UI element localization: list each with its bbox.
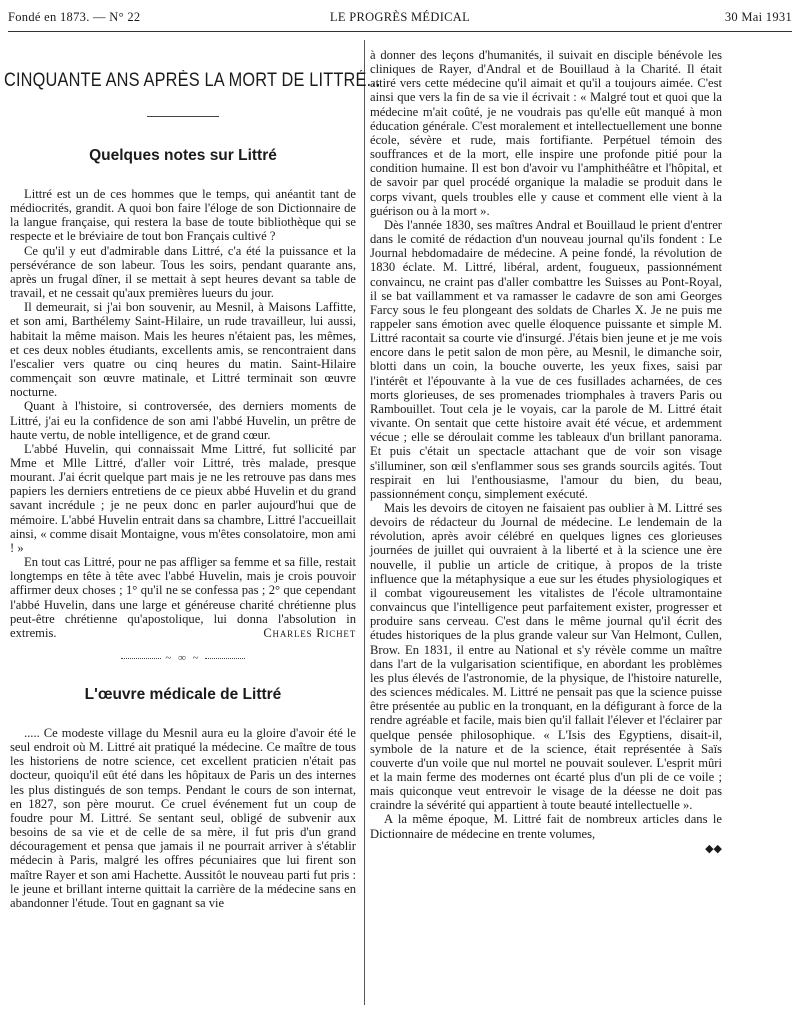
- paragraph: Dès l'année 1830, ses maîtres Andral et Bouillaud le prient d'entrer dans le comité de rédaction d'un nouveau journal qu'ils fondent : Le Journal hebdomadaire de médecine. A peine fondé, la révolution de 1830 éclate. M. Littré, libéral, ardent, fougueux, passionnément convaincu, ne craint pas d'aller combattre les Suisses au Pont-Royal, il se bat vaillamment et va ramasser le cadavre de son ami Georges Farcy sous le feu plongeant des soldats de Charles X. Je ne puis me rappeler sans émotion avec quelle éloquence puissante et simple M. Littré racontait sa courte vie d'insurgé. J'étais bien jeune et je me vois encore dans le petit salon de mon père, au Mesnil, le dimanche soir, blotti dans un coin, la bouche ouverte, les yeux fixes, saisi par l'intérêt et l'épouvante à la vue de ces fusillades acharnées, de ces morts glorieuses, de ses promenades triomphales à travers Paris ou Rambouillet. Tout cela je le voyais, car la parole de M. Littré était vivante. On sentait que cette histoire avait été vécue, et ardemment vécue ; elle se déroulait comme les tableaux d'un brillant panorama. Et puis c'était un spectacle attachant que de voir son visage s'illuminer, son œil s'enflammer sous ses grands sourcils agités. Tout respirait en lui l'enthousiasme, l'amour du bien, du beau, passionnément conçu, simplement exécuté.: [370, 217, 722, 501]
- paragraph-text: En tout cas Littré, pour ne pas affliger sa femme et sa fille, restait longtemps en tête à tête avec l'abbé Huvelin, mais je crois pouvoir affirmer deux choses ; 1° qu'il ne se confessa pas ; 2° que cependant l'abbé Huvelin, dans une large et généreuse charité chrétienne plus peut-être chrétienne qu'apostolique, lui donna l'absolution in extremis.: [10, 555, 356, 640]
- paragraph: Littré est un de ces hommes que le temps, qui anéantit tant de médiocrités, grandit. A quoi bon faire l'éloge de son Dictionnaire de la langue française, qui restera la base de toute bibliothèque qui se respecte et le bréviaire de tout bon Français cultivé ?: [10, 187, 356, 244]
- header-rule: [8, 31, 792, 32]
- ornament-dash-left: [121, 658, 161, 659]
- journal-title: LE PROGRÈS MÉDICAL: [329, 10, 471, 24]
- right-column: [370, 48, 722, 855]
- founding-issue-label: Fondé en 1873. — N° 22: [8, 10, 141, 24]
- paragraph: Quant à l'histoire, si controversée, des derniers moments de Littré, j'ai eu la confidence de son ami l'abbé Huvelin, un prêtre de haute vertu, de noble intelligence, et de grand cœur.: [10, 399, 356, 442]
- paragraph: à donner des leçons d'humanités, il suivait en disciple bénévole les cliniques de Rayer, d'Andral et de Bouillaud à la Charité. Il était attiré vers cette médecine qu'il aimait et qu'il a toujours aimée. C'est ainsi que vers la fin de sa vie il écrivait : « Malgré tout et quoi que la médecine m'ait coûté, je ne voudrais pas qu'elle eût manqué à mon éducation générale. C'est moralement et intellectuellement une bonne école, sévère et rude, mais fortifiante. Perpétuel témoin des souffrances et de la mort, elle inspire une profonde pitié pour la condition humaine. Il est bon d'avoir vu l'amphithéâtre et l'hôpital, et de savoir par quel procédé organique la maladie se produit dans le corps vivant, quels troubles elle y cause et comment elle vient à la guérison ou à la mort ».: [370, 48, 722, 218]
- paragraph: L'abbé Huvelin, qui connaissait Mme Littré, fut sollicité par Mme et Mlle Littré, d'aller voir Littré, très malade, presque mourant. J'ai écrit quelque part mais je ne les retrouve pas dans mes papiers les derniers entretiens de ce pieux abbé Huvelin et du grand savant incrédule ; je ne peux donc en parler aujourd'hui que de mémoire. L'abbé Huvelin entrait dans sa chambre, Littré l'accueillait ainsi, « comme disait Montaigne, vous m'êtes consolatoire, mon ami ! »: [10, 441, 356, 555]
- paragraph: Mais les devoirs de citoyen ne faisaient pas oublier à M. Littré ses devoirs de rédacteur du Journal de médecine. Le lendemain de la révolution, après avoir célébré en quelques lignes ces glorieuses journées de juillet qui ouvraient à la liberté et à la science une ère nouvelle, il publie un article de critique, à propos de la triste influence que la métaphysique a eue sur les études physiologiques et il combat vigoureusement les vitalistes de l'école ultramontaine convaincus que l'intelligence peut parfaitement exister, progresser et produire sans cerveau. C'est dans le même journal qu'il écrit des études historiques de la plus grande valeur sur Van Helmont, Cullen, Brow. En 1831, il entre au National et s'y révèle comme un maître dans l'art de la vulgarisation scientifique, en abordant les problèmes les plus élevés de l'astronomie, de la physique, de l'histoire naturelle, des sciences médicales. M. Littré ne pensait pas que la science puisse être présentée au public en la tronquant, en la défigurant à force de la rendre agréable et facile, mais bien qu'il fallait l'élever et l'éclairer par quelque pensée philosophique. « L'Isis des Egyptiens, disait-il, symbole de la nature et de la science, était représentée à Saïs couverte d'un voile que nul mortel ne pouvait soulever. L'esprit mûri et la main ferme des modernes ont écarté plus d'un pli de ce voile ; mais quiconque veut entrevoir le visage de la déesse ne doit pas craindre la sévérité qui appartient à toute beauté intellectuelle ».: [370, 501, 722, 813]
- issue-date: 30 Mai 1931: [724, 10, 792, 24]
- author-signature: Charles Richet: [263, 625, 356, 640]
- paragraph: A la même époque, M. Littré fait de nombreux articles dans le Dictionnaire de médecine en trente volumes,: [370, 812, 722, 841]
- section-ornament: [10, 652, 356, 664]
- article-main-title: CINQUANTE ANS APRÈS LA MORT DE LITTRÉ...: [4, 70, 381, 91]
- running-header: [8, 10, 792, 28]
- column-divider: [364, 40, 365, 1005]
- section-title-medical-work: L'œuvre médicale de Littré: [84, 686, 282, 703]
- ornament-glyph: ~ ∞ ~: [165, 652, 201, 664]
- title-rule: [147, 116, 219, 117]
- paragraph: Ce qu'il y eut d'admirable dans Littré, c'a été la puissance et la persévérance de son labeur. Tous les soirs, pendant quarante ans, après un frugal dîner, il se mettait à sept heures devant sa table de travail, et ne cessait qu'aux premières lueurs du jour.: [10, 243, 356, 301]
- left-column: [4, 50, 381, 910]
- paragraph-final: [10, 555, 356, 640]
- section-title-notes: Quelques notes sur Littré: [89, 147, 277, 164]
- end-mark: ◆◆: [705, 842, 722, 855]
- ornament-dash-right: [205, 658, 245, 659]
- paragraph: ..... Ce modeste village du Mesnil aura eu la gloire d'avoir été le seul endroit où M. Littré ait pratiqué la médecine. Ce maître de tous les historiens de notre science, cet excellent praticien n'était pas docteur, quoiqu'il eût été dans les hôpitaux de Paris un des internes les plus distingués de son temps. Pendant le cours de son internat, en 1827, son père mourut. Ce cruel événement fut un coup de foudre pour M. Littré. Se sentant seul, obligé de subvenir aux besoins de sa vie et de celle de sa mère, il fut pris d'un grand découragement et pensa que jamais il ne pourrait arriver à s'établir médecin à Paris, malgré les offres pécuniaires que lui firent son maître Rayer et son ami Hachette. Aussitôt le nouveau parti fut pris : le jeune et brillant interne quittait la carrière de la médecine sans en abandonner l'étude. Tout en gagnant sa vie: [10, 726, 356, 910]
- paragraph: Il demeurait, si j'ai bon souvenir, au Mesnil, à Maisons Laffitte, et son ami, Barthélemy Saint-Hilaire, un rude travailleur, lui aussi, habitait la même maison. Mais les heures n'étaient pas, les mêmes, et ces deux nobles étudiants, excellents amis, se rencontraient dans l'escalier vers quatre ou cinq heures du matin. Saint-Hilaire commençait son œuvre matinale, et Littré terminait son œuvre nocturne.: [10, 300, 356, 400]
